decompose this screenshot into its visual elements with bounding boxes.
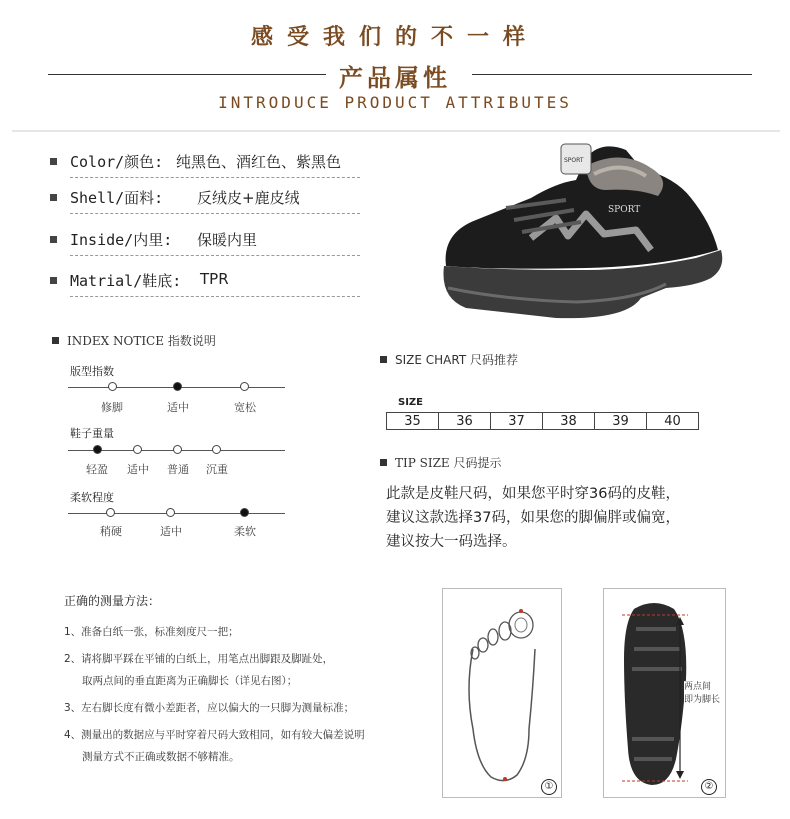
scale-dot-selected (240, 508, 249, 517)
scale-tick-label: 宽松 (234, 401, 256, 414)
measure-item: 4、测量出的数据应与平时穿着尺码大致相同，如有较大偏差说明 (64, 729, 365, 741)
scale-tick-label: 稍硬 (100, 525, 122, 538)
size-label: SIZE (398, 397, 424, 408)
scale-tick-label: 普通 (167, 463, 189, 476)
scale-tick-label: 轻盈 (86, 463, 108, 476)
diagram-number-2: ② (701, 779, 717, 795)
scale-tick-label: 适中 (127, 463, 149, 476)
scale-dot (240, 382, 249, 391)
scale-tick-label: 适中 (160, 525, 182, 538)
foot-outline-diagram (442, 588, 562, 798)
sole-measure-diagram (603, 588, 726, 798)
scale-line (68, 513, 285, 514)
tip-line: 建议按大一码选择。 (386, 534, 517, 550)
scale-tick-label: 适中 (167, 401, 189, 414)
measure-title: 正确的测量方法： (64, 594, 161, 608)
shoe-tongue-logo: SPORT (564, 157, 584, 164)
attribute-value: TPR (200, 270, 229, 288)
bullet-square (50, 194, 57, 201)
diagram-number-1: ① (541, 779, 557, 795)
scale-dot-selected (173, 382, 182, 391)
index-label-softness: 柔软程度 (70, 491, 114, 504)
bullet-square (50, 236, 57, 243)
scale-dot (133, 445, 142, 454)
bullet-square (50, 277, 57, 284)
foot-outline-icon (443, 589, 561, 797)
measure-item: 取两点间的垂直距离为正确脚长（详见右图）； (82, 675, 298, 687)
attribute-sole (50, 269, 360, 297)
size-cell: 38 (543, 413, 595, 430)
scale-dot (106, 508, 115, 517)
size-table (386, 412, 699, 430)
attributes-subtitle: INTRODUCE PRODUCT ATTRIBUTES (218, 93, 572, 112)
scale-tick-label: 沉重 (206, 463, 228, 476)
measure-item: 1、准备白纸一张，标准刻度尺一把； (64, 626, 239, 638)
scale-tick-label: 柔软 (234, 525, 256, 538)
scale-dot-selected (93, 445, 102, 454)
shoe-side-label: SPORT (608, 205, 641, 215)
attribute-value: 纯黑色、酒红色、紫黑色 (176, 153, 342, 171)
tip-size-title: TIP SIZE 尺码提示 (380, 454, 502, 471)
tip-line: 此款是皮鞋尺码，如果您平时穿36码的皮鞋， (386, 486, 680, 502)
header-divider (12, 130, 780, 132)
attribute-value: 保暖内里 (197, 231, 258, 249)
size-chart-title: SIZE CHART 尺码推荐 (380, 351, 518, 368)
bullet-square (50, 158, 57, 165)
attribute-label: Inside/内里: (70, 231, 173, 249)
measure-item: 测量方式不正确或数据不够精准。 (82, 751, 240, 763)
index-label-weight: 鞋子重量 (70, 427, 114, 440)
scale-dot (173, 445, 182, 454)
size-cell: 39 (595, 413, 647, 430)
attribute-inside (50, 228, 360, 256)
foot-length-note: 两点间 即为脚长 (684, 682, 721, 705)
size-cell: 35 (387, 413, 439, 430)
tip-line: 建议这款选择37码，如果您的脚偏胖或偏宽， (386, 510, 680, 526)
size-cell: 37 (491, 413, 543, 430)
scale-dot (212, 445, 221, 454)
scale-dot (166, 508, 175, 517)
attribute-label: Shell/面料: (70, 189, 164, 207)
size-row (387, 413, 699, 430)
size-cell: 40 (647, 413, 699, 430)
size-cell: 36 (439, 413, 491, 430)
scale-tick-label: 修脚 (101, 401, 123, 414)
attribute-value: 反绒皮+鹿皮绒 (197, 189, 300, 207)
index-notice-title: INDEX NOTICE 指数说明 (52, 332, 216, 349)
tip-text (386, 482, 680, 554)
measure-item: 2、请将脚平踩在平铺的白纸上，用笔点出脚跟及脚趾处， (64, 653, 334, 665)
attribute-color (50, 150, 360, 178)
attribute-label: Color/颜色: (70, 153, 164, 171)
attributes-title: 产品属性 (339, 63, 451, 92)
measure-item: 3、左右脚长度有微小差距者，应以偏大的一只脚为测量标准； (64, 702, 355, 714)
slogan: 感受我们的不一样 (250, 24, 539, 50)
attribute-shell (50, 186, 360, 214)
scale-dot (108, 382, 117, 391)
attribute-label: Matrial/鞋底: (70, 272, 182, 290)
index-label-fit: 版型指数 (70, 365, 114, 378)
product-shoe-image (436, 138, 766, 328)
